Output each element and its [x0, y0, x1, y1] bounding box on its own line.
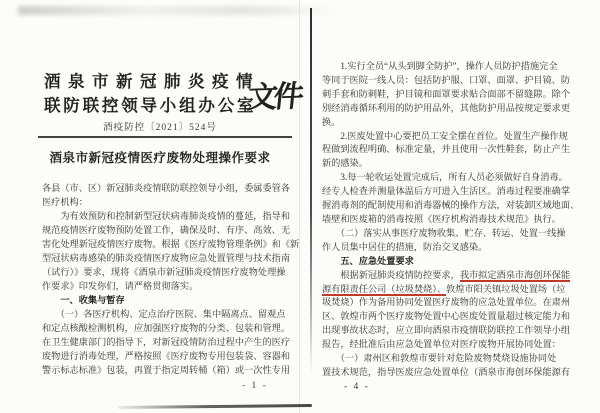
text-line [322, 227, 586, 241]
document-number: 酒疫防控〔2021〕524号 [103, 123, 217, 133]
text-run: 3.每一轮收运处置完成后，所有人员必须做好自身消毒。 [322, 172, 568, 183]
text-line [42, 223, 296, 237]
text-run: 换。 [322, 116, 341, 127]
text-run: 别经消毒循环利用的防护用品外，其他防护用品按规定要求更 [322, 102, 571, 113]
text-run: 五、应急处置要求 [322, 255, 414, 266]
text-line [42, 349, 296, 363]
text-line [42, 237, 300, 251]
red-underlined-text: 源有限责任公司（垃圾焚烧）、 [322, 284, 446, 297]
left-page-body [42, 181, 300, 377]
text-run: 废物进行消毒处理，严格按照《医疗废物专用包装袋、容器和 [42, 351, 291, 361]
text-run: 作要求》印发你们，请严格贯彻落实。 [42, 281, 199, 291]
text-run: 和定点核酸检测机构，应加强医疗废物的分类、包装和管理。 [42, 323, 291, 333]
text-run: 墙壁和医废箱的消毒按照《医疗机构消毒技术规范》执行。 [322, 213, 561, 224]
text-line [322, 185, 586, 199]
text-line [322, 102, 586, 116]
letterhead-line1: 酒泉市新冠肺炎疫情 [44, 72, 260, 91]
text-line [322, 130, 586, 144]
text-line [322, 88, 586, 102]
text-line [42, 293, 296, 307]
text-run: 各县（市、区）新冠肺炎疫情联防联控领导小组，委属委管各 [42, 183, 291, 193]
text-run: 程做到流程明确、标准定量，并且使用一次性鞋套，防止产生 [322, 144, 571, 155]
text-run: 握消毒剂的配制使用和消毒器械的操作方法，对装卸区域地面、 [322, 200, 580, 211]
text-run: （二）落实从事医疗废物收集、贮存、转运、处置一线操 [322, 227, 566, 238]
header-rule [38, 136, 292, 138]
text-run: 医疗机构： [42, 197, 88, 207]
text-run: 型冠状病毒感染的肺炎疫情医疗废物应急处置管理与技术指南 [42, 253, 291, 263]
text-line [322, 338, 586, 352]
text-line [42, 363, 296, 377]
text-run: 规范疫情医疗废物预防处置工作，确保及时、有序、高效、无 [42, 225, 291, 235]
document-title: 酒泉市新冠疫情医疗废物处理操作要求 [49, 151, 271, 165]
page-number-right: - 4 - [344, 382, 370, 392]
text-run: 作人员集中居住的措施，防治交叉感染。 [322, 241, 488, 252]
text-line [42, 265, 296, 279]
text-line [322, 74, 586, 88]
text-line [322, 143, 586, 157]
text-run: 根据新冠肺炎疫情防控要求， [322, 269, 460, 280]
text-line [42, 181, 296, 195]
right-page [312, 0, 598, 413]
text-line [42, 335, 296, 349]
text-line [322, 241, 586, 255]
red-underlined-text: 我市拟定酒泉市海创环保能 [460, 270, 570, 283]
text-line [322, 283, 586, 297]
text-line [322, 213, 586, 227]
text-run: 害化处理新冠疫情医疗废物。根据《医疗废物管理条例》和《新 [42, 239, 300, 249]
text-run: 出现事故状态时，应立即向酒泉市疫情联防联控工作领导小组 [322, 325, 571, 336]
page-number-left: - 1 - [242, 381, 268, 391]
text-run: 经专人检查并测量体温后方可进入生活区。消毒过程要准确掌 [322, 186, 571, 197]
text-run: 2.医废处置中心要把员工安全摆在首位。处置生产操作规 [322, 130, 568, 141]
text-run: 警示标志标准》包装，再置于指定周转桶（箱）或一次性专用 [42, 365, 291, 375]
text-line [42, 321, 296, 335]
text-line [322, 255, 586, 269]
text-run: 等同于医院一线人员：包括防护服、口罩、面罩、护目镜、防 [322, 74, 571, 85]
text-line [322, 157, 586, 171]
text-line [322, 310, 586, 324]
text-run: 区、敦煌市两个医疗废物处置中心医废处置量超过核定能力和 [322, 311, 571, 322]
text-line [42, 209, 296, 223]
text-line [322, 171, 586, 185]
text-run: 置技术规范，指导医废应急处置单位（酒泉市海创环保能源有 [322, 366, 571, 377]
text-run: 刺手套和防刺鞋，护目镜和面罩要求贴合面部不留缝隙。除个 [322, 88, 571, 99]
text-line [42, 279, 296, 293]
text-line [322, 269, 586, 283]
text-line [42, 195, 296, 209]
text-line [42, 307, 296, 321]
text-run: 报告，经批准后由应急处置单位对医疗废物开展协同处置： [322, 339, 561, 350]
text-line [322, 296, 586, 310]
text-run: 新的感染。 [322, 158, 368, 169]
text-run: 圾焚烧）作为备用协同处置医疗废物的应急处置单位。在肃州 [322, 297, 571, 308]
left-page [20, 0, 300, 413]
text-run: （一）各医疗机构、定点治疗医院、集中隔离点、留观点 [42, 309, 286, 319]
text-line [42, 251, 296, 265]
text-run: （试行）》要求，现将《酒泉市新冠肺炎疫情医疗废物处理操 [42, 267, 286, 277]
text-line [322, 324, 586, 338]
text-run: （一）肃州区和敦煌市要针对危险废物焚烧设施协同处 [322, 353, 557, 364]
text-line [322, 352, 586, 366]
text-line [322, 60, 586, 74]
right-page-body [322, 60, 586, 380]
text-run: 一、收集与暂存 [42, 295, 125, 305]
text-run: 在卫生健康部门的指导下，对新冠疫情防治过程中产生的医疗 [42, 337, 291, 347]
letterhead-wenjian: 文件 [245, 80, 302, 115]
text-line [322, 116, 586, 130]
letterhead-line2: 联防联控领导小组办公室 [44, 96, 257, 115]
text-run: 为有效预防和控制新型冠状病毒肺炎疫情的蔓延，指导和 [42, 211, 291, 221]
text-run: 敦煌市阳关镇垃圾处置场（垃 [446, 283, 566, 294]
text-run: 1.实行全员“从头到脚全防护”，操作人员防护措施完全 [322, 61, 558, 71]
text-line [322, 199, 586, 213]
text-line [322, 366, 586, 380]
